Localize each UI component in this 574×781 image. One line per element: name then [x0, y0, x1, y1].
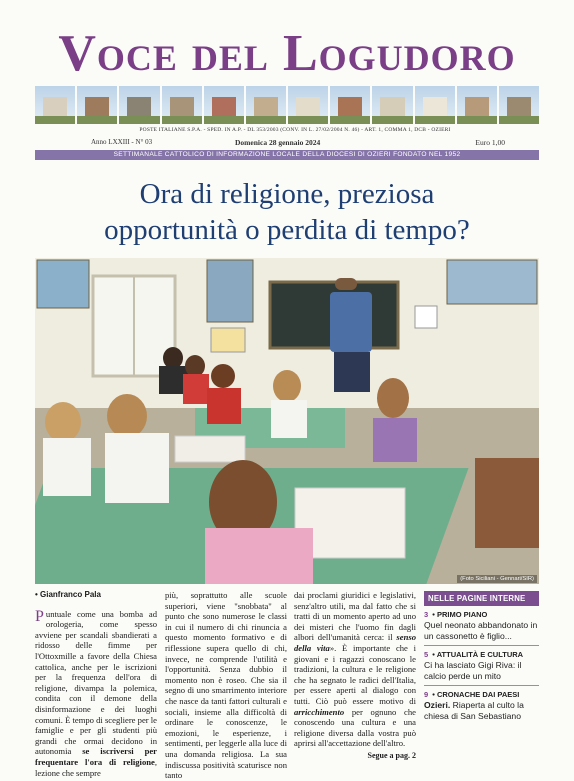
- church-photo: [415, 86, 455, 124]
- sidebar-item-attualita[interactable]: 5 • ATTUALITÀ E CULTURA Ci ha lasciato Gigi Riva: il calcio perde un mito: [424, 646, 539, 686]
- sidebar-item-primo-piano[interactable]: 3 • PRIMO PIANO Quel neonato abbandonato in un cassonetto è figlio...: [424, 606, 539, 646]
- church-photo: [372, 86, 412, 124]
- issue-number: Anno LXXIII - N° 03: [91, 138, 153, 146]
- article-column-3: [294, 590, 416, 762]
- teaser-text: Riaperta al culto la chiesa di San Sebastiano: [424, 700, 524, 721]
- headline-line-1: Ora di religione, preziosa: [139, 178, 435, 210]
- drop-cap: P: [35, 607, 44, 625]
- church-photo: [246, 86, 286, 124]
- issue-date: Domenica 28 gennaio 2024: [235, 138, 321, 147]
- church-photo: [288, 86, 328, 124]
- photo-credit: (Foto Siciliani - Gennari/SIR): [457, 575, 537, 583]
- article-paragraph-1: Puntuale come una bomba ad orologeria, come spesso avviene per scandali sbandierati a ridosso delle fimme per l'Ottoxmille a favore della Chiesa cattolica, anche per le iscrizioni per la frequenza dell'ora di religione, divampa la polemica, condita con il demone della disinformazione e dei luoghi comuni. È tempo di scegliere per le famiglie e per gli studenti più grandi che ormai decidono in autonomia se iscriversi per frequentare l'ora di religione, lezione che sempre: [35, 607, 157, 778]
- main-headline: [35, 176, 539, 248]
- article-author: • Gianfranco Pala: [35, 590, 101, 599]
- masthead: [35, 26, 539, 82]
- church-photo: [77, 86, 117, 124]
- continue-link[interactable]: Segue a pag. 2: [367, 750, 416, 760]
- page-number: 5: [424, 650, 429, 659]
- headline-line-2: opportunità o perdita di tempo?: [104, 214, 470, 246]
- church-photo: [499, 86, 539, 124]
- article-paragraph-2: più, soprattutto alle scuole superiori, viene "snobbata" al punto che sono numerose le classi in cui il numero di chi rinuncia a questo momento formativo e di riflessione supera quello di chi, invece, ne comprende l'utilità e l'opportunità. Senza dubbio il momento non è roseo. Che sia il segno di uno smarrimento interiore che nasce da tanti fattori culturali e sociali, insieme alla difficoltà di ordinare le conoscenze, le emozioni, le esperienze, i sentimenti, per leggerle alla luce di una domanda religiosa. La sua indiscussa positività scaturisce non tanto: [165, 590, 287, 781]
- church-photo: [35, 86, 75, 124]
- article-column-2: [165, 590, 287, 781]
- inside-pages-sidebar: [424, 591, 539, 725]
- issue-info-line: [35, 127, 539, 147]
- newspaper-title: Voce del Logudoro: [58, 25, 516, 82]
- page-number: 3: [424, 610, 429, 619]
- page-number: 9: [424, 690, 429, 699]
- church-photo-strip: [35, 86, 539, 124]
- postal-notice: POSTE ITALIANE S.P.A. - SPED. IN A.P. - DL 353/2003 (CONV. IN L. 27/02/2004 N. 46) - ART. 1, COMMA 1, DCB - OZIERI: [139, 127, 451, 133]
- article-column-1: [35, 590, 157, 778]
- church-photo: [119, 86, 159, 124]
- teaser-text: Ci ha lasciato Gigi Riva: il calcio perde un mito: [424, 660, 522, 681]
- section-name: CRONACHE DAI PAESI: [436, 690, 520, 699]
- sidebar-title: NELLE PAGINE INTERNE: [424, 591, 539, 606]
- tagline-bar: SETTIMANALE CATTOLICO DI INFORMAZIONE LOCALE DELLA DIOCESI DI OZIERI FONDATO NEL 1952: [35, 150, 539, 160]
- church-photo: [204, 86, 244, 124]
- church-photo: [330, 86, 370, 124]
- teaser-text: Quel neonato abbandonato in un cassonetto è figlio...: [424, 620, 538, 641]
- classroom-photo: [35, 258, 539, 584]
- issue-price: Euro 1,00: [475, 138, 505, 147]
- classroom-illustration: [35, 258, 539, 584]
- article-paragraph-3: dai proclami giuridici e legislativi, senz'altro utili, ma dal fatto che si tratti di un momento aperto ad uno dei misteri che l'uomo fin dagli albori dell'umanità cerca: il senso della vita». È importante che i giovani e i ragazzi conoscano le tradizioni, la cultura e le religione che ha segnato le radici dell'Italia, per essere aperti al dialogo con tutti. Ciò può essere motivo di arricchimento per ognuno che conoscendo una cultura e una religione diversa dalla vostra può aprirsi all'accettazione dell'altro.: [294, 590, 416, 749]
- church-photo: [162, 86, 202, 124]
- sidebar-item-cronache[interactable]: 9 • CRONACHE DAI PAESI Ozieri. Riaperta al culto la chiesa di San Sebastiano: [424, 690, 524, 721]
- church-photo: [457, 86, 497, 124]
- section-name: PRIMO PIANO: [436, 610, 488, 619]
- section-name: ATTUALITÀ E CULTURA: [436, 650, 524, 659]
- teaser-lead: Ozieri.: [424, 700, 451, 710]
